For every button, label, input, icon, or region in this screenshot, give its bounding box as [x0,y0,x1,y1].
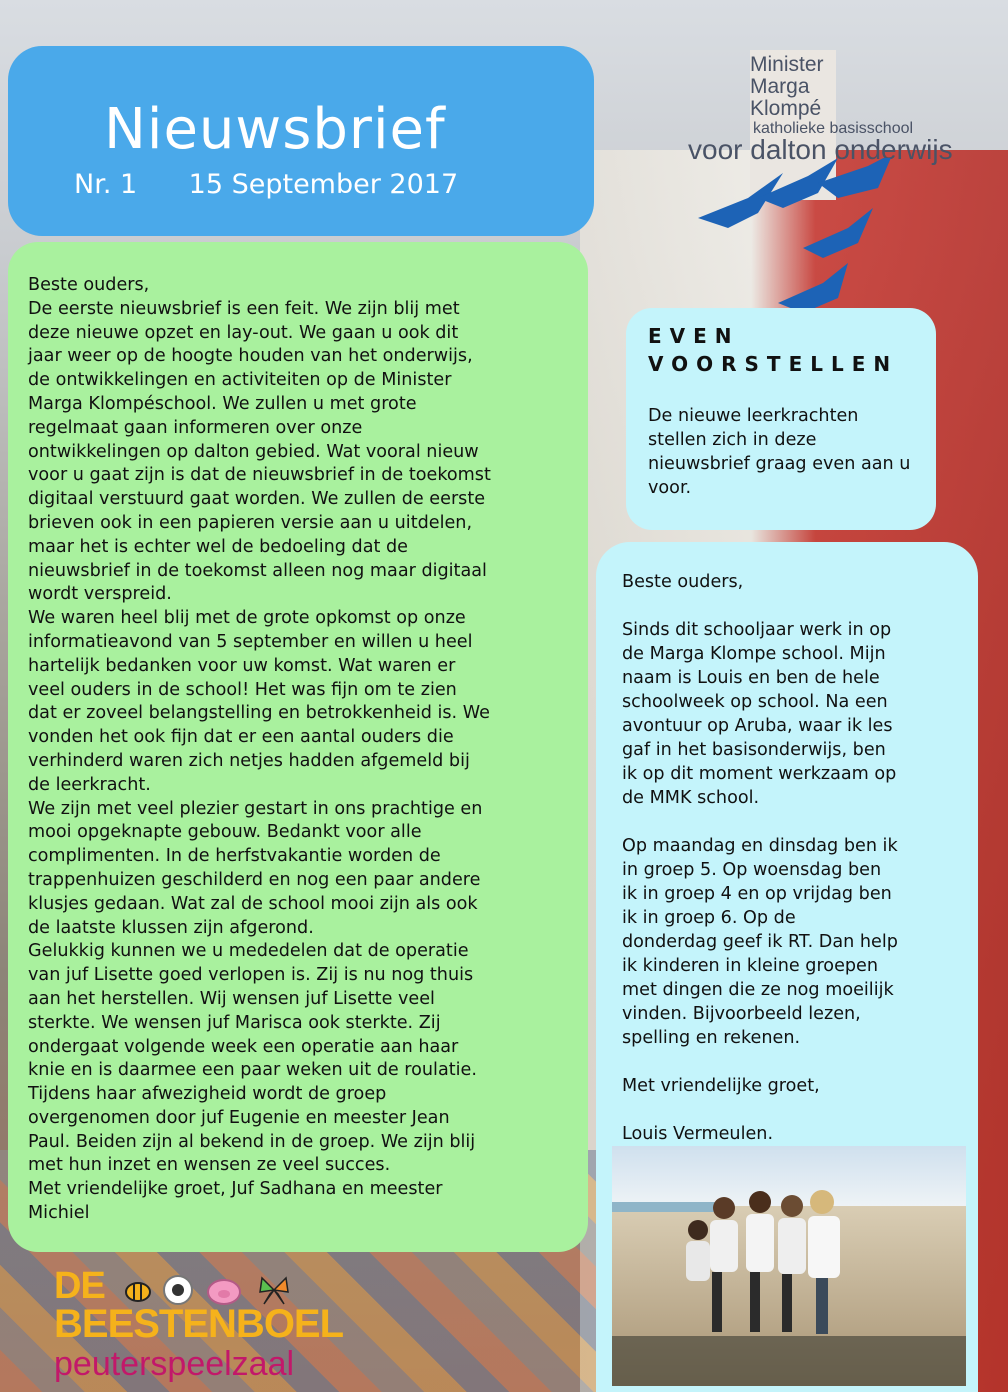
page-title: Nieuwsbrief [104,97,446,162]
birds-icon [688,158,978,318]
logo-line-2: Marga [750,75,810,98]
intro-subtitle: De nieuwe leerkrachten stellen zich in deze nieuwsbrief graag even aan u voor. [648,406,911,498]
logo-subtitle: katholieke basisschool [752,120,914,137]
logo-dalton: voor dalton onderwijs [688,134,953,165]
sheep-icon [164,1276,192,1304]
intro-title: EVEN VOORSTELLEN [648,324,899,376]
bird-icon [803,208,873,258]
bird-icon [778,263,848,313]
butterfly-icon [260,1278,288,1304]
logo-line-1: Minister [750,53,824,76]
beestenboel-logo [54,1266,394,1392]
beestenboel-de: DE [54,1265,105,1307]
beestenboel-subtitle: peuterspeelzaal [54,1345,295,1383]
issue-date: Nr. 1 15 September 2017 [74,169,459,200]
main-letter-text: Beste ouders, De eerste nieuwsbrief is een feit. We zijn blij met deze nieuwe opzet en lay-out. We gaan u ook dit jaar weer op de hoogte houden van het onderwijs, de ontwikkelingen en activiteiten op de Minister Marga Klompéschool. We zullen u met grote regelmaat gaan informeren over onze ontwikkelingen op dalton gebied. Wat vooral nieuw voor u gaat zijn is dat de nieuwsbrief in de toekomst digitaal verstuurd gaat worden. We zullen de eerste brieven ook in een papieren versie aan u uitdelen, maar het is echter wel de bedoeling dat de nieuwsbrief in de toekomst alleen nog maar digitaal wordt verspreid. We waren heel blij met de grote opkomst op onze informatieavond van 5 september en willen u heel hartelijk bedanken voor uw komst. Wat waren er veel ouders in de school! Het was fijn om te zien dat er zoveel belangstelling en betrokkenheid is. We vonden het ook fijn dat er een aantal ouders die verhinderd waren zich netjes hadden afgemeld bij de leerkracht. We zijn met veel plezier gestart in ons prachtige en mooi opgeknapte gebouw. Bedankt voor alle complimenten. In de herfstvakantie worden de trappenhuizen geschilderd en nog een paar andere klusjes gedaan. Wat zal de school mooi zijn als ook de laatste klussen zijn afgerond. Gelukkig kunnen we u mededelen dat de operatie van juf Lisette goed verlopen is. Zij is nu nog thuis aan het herstellen. Wij wensen juf Lisette veel sterkte. We wensen juf Marisca ook sterkte. Zij ondergaat volgende week een operatie aan haar knie en is daarmee een paar weken uit de roulatie. Tijdens haar afwezigheid wordt de groep overgenomen door juf Eugenie en meester Jean Paul. Beiden zijn al bekend in de groep. We zijn blij met hun inzet en wensen ze veel succes. Met vriendelijke groet, Juf Sadhana en meester Michiel [28,275,491,1224]
school-logo [688,50,978,310]
bee-icon [126,1283,150,1301]
group-photo [612,1146,966,1386]
teacher-letter-text: Beste ouders, Sinds dit schooljaar werk in op de Marga Klompe school. Mijn naam is Louis en ben de hele schoolweek op school. Na een avontuur op Aruba, waar ik les gaf in het basisonderwijs, ben ik op dit moment werkzaam op de MMK school. Op maandag en dinsdag ben ik in groep 5. Op woensdag ben ik in groep 4 en op vrijdag ben ik in groep 6. Op de donderdag geef ik RT. Dan help ik kinderen in kleine groepen met dingen die ze nog moeilijk vinden. Bijvoorbeeld lezen, spelling en rekenen. Met vriendelijke groet, Louis Vermeulen. [622,572,898,1144]
logo-school-name [750,54,840,120]
beestenboel-name: BEESTENBOEL [54,1302,344,1346]
photo-driftwood [612,1336,966,1386]
logo-line-3: Klompé [750,97,822,120]
pig-icon [208,1280,240,1304]
